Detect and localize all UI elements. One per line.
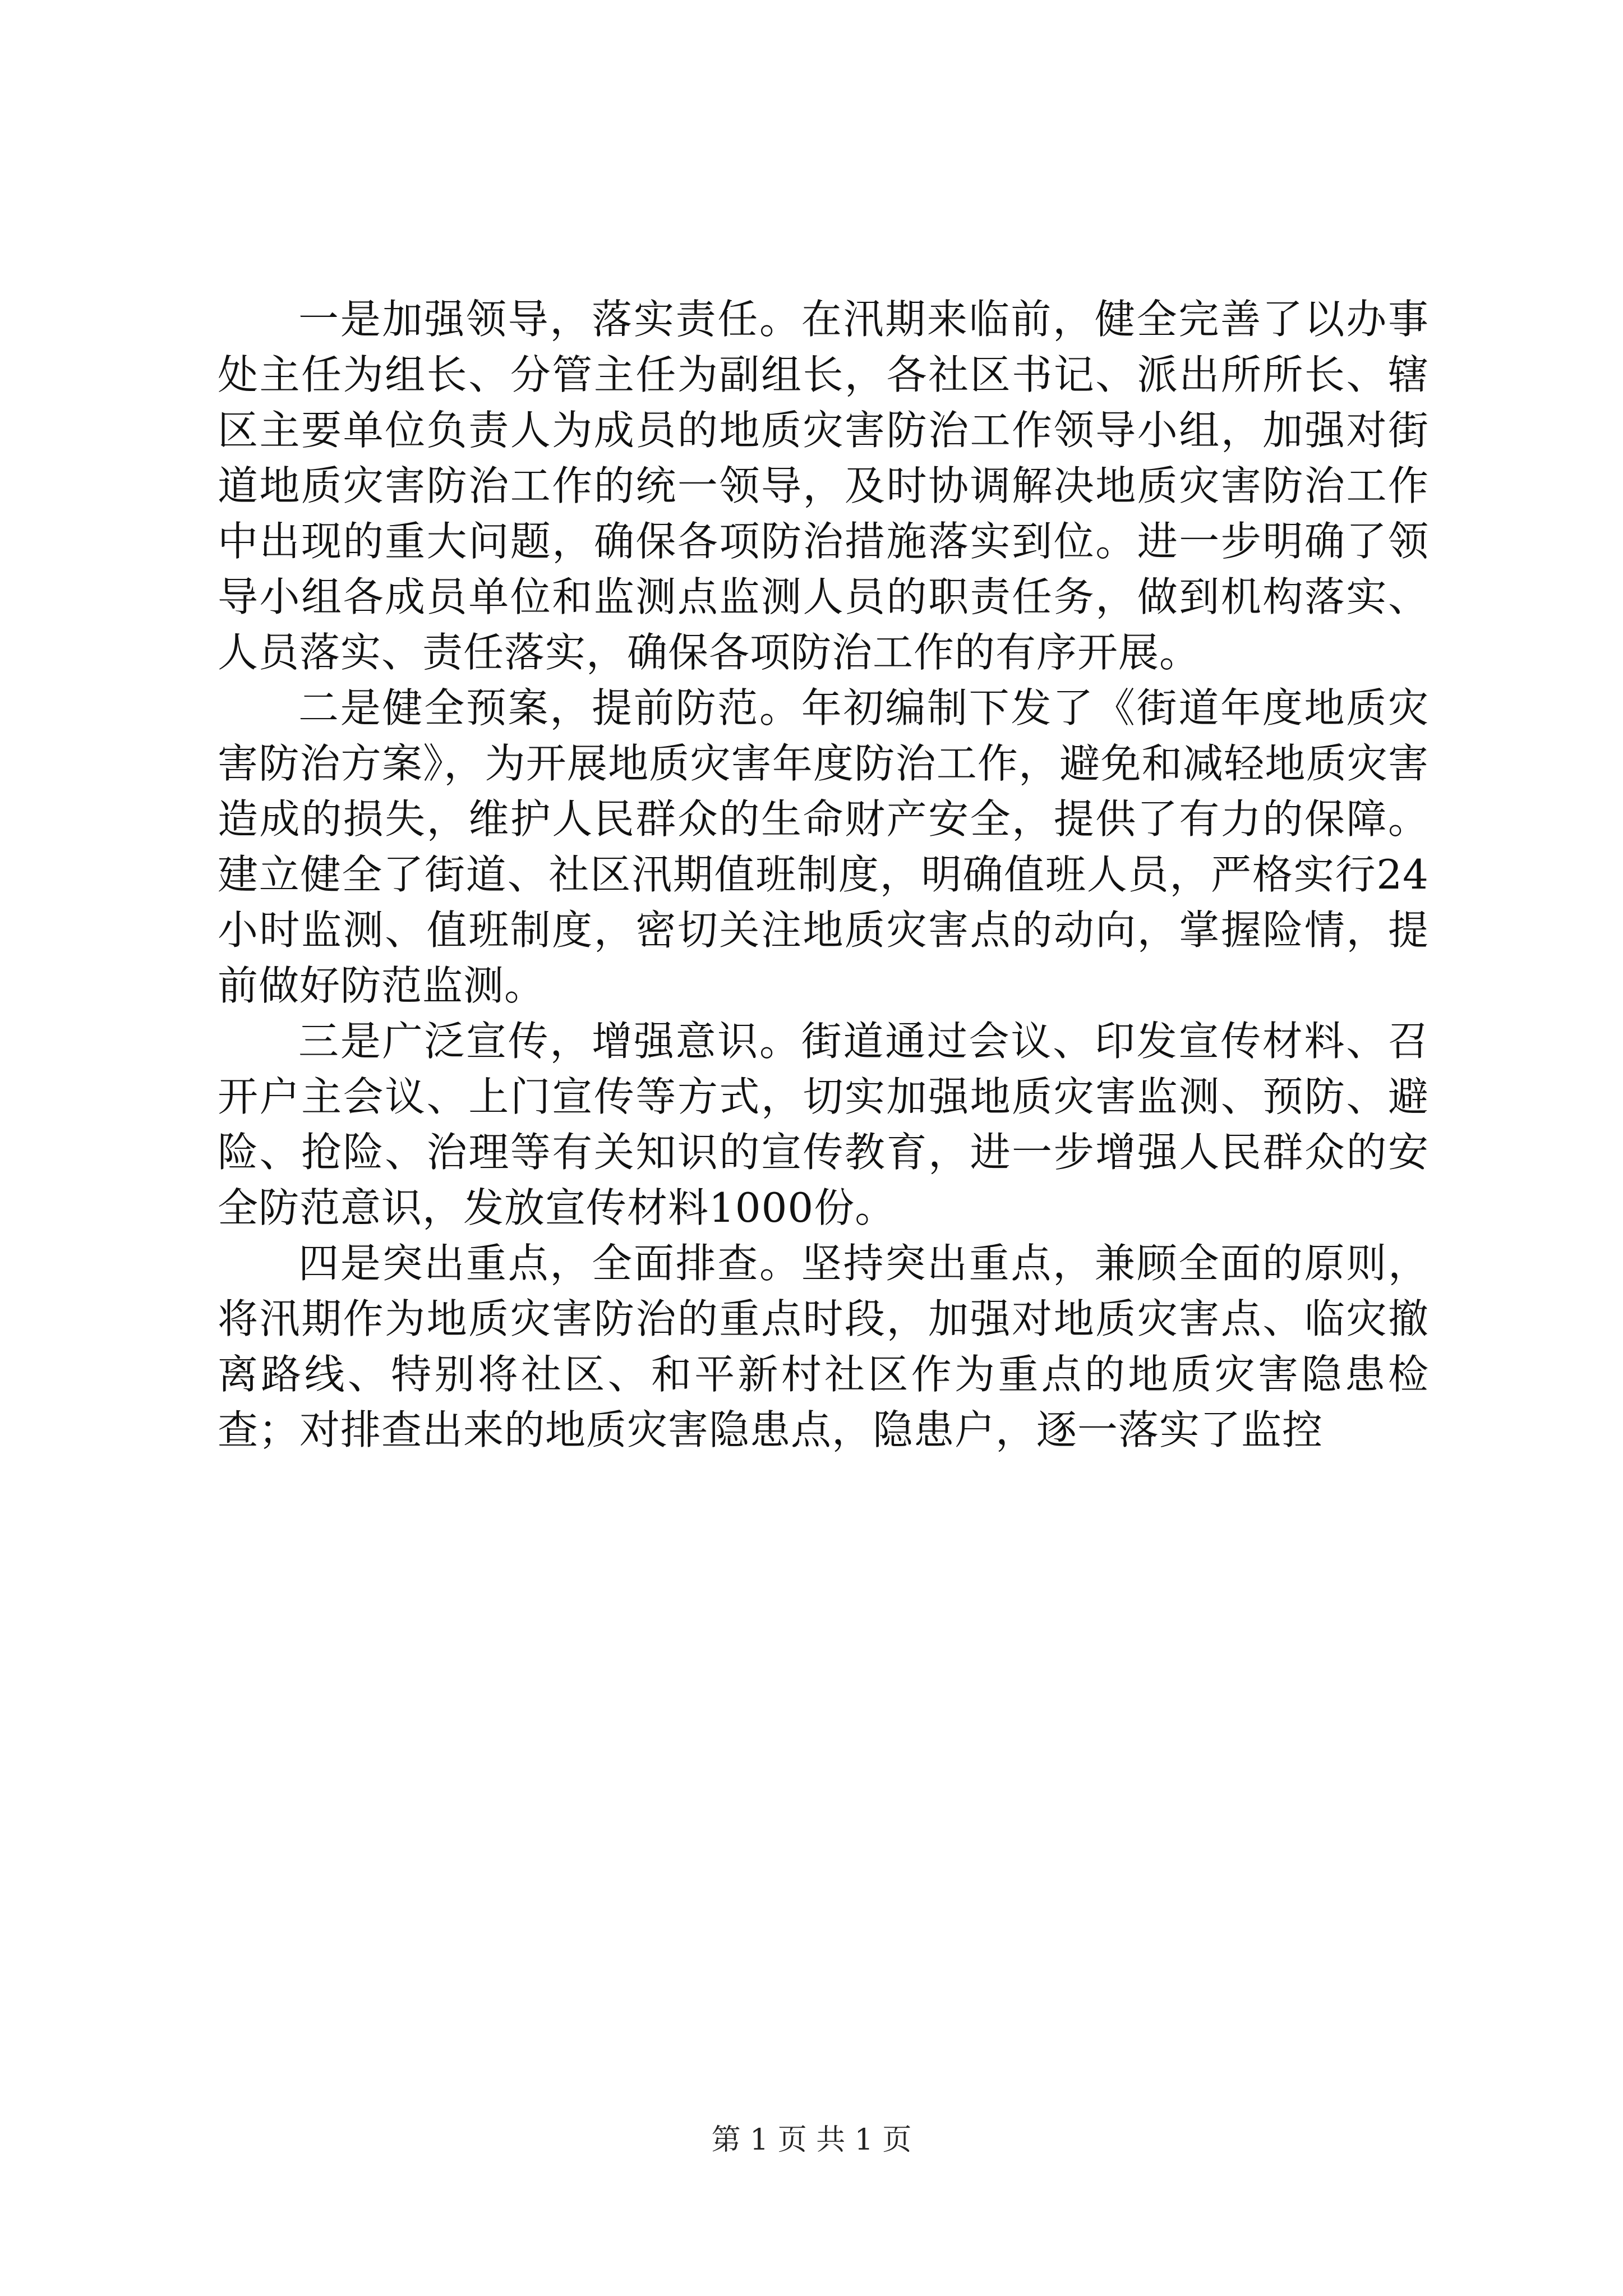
page-footer xyxy=(0,2120,1623,2160)
paragraph-1: 一是加强领导，落实责任。在汛期来临前，健全完善了以办事处主任为组长、分管主任为副组长，各社区书记、派出所所长、辖区主要单位负责人为成员的地质灾害防治工作领导小组，加强对街道地质灾害防治工作的统一领导，及时协调解决地质灾害防治工作中出现的重大问题，确保各项防治措施落实到位。进一步明确了领导小组各成员单位和监测点监测人员的职责任务，做到机构落实、人员落实、责任落实，确保各项防治工作的有序开展。 xyxy=(218,296,1429,676)
page-number-label: 第 1 页 共 1 页 xyxy=(711,2123,912,2157)
paragraph-3: 三是广泛宣传，增强意识。街道通过会议、印发宣传材料、召开户主会议、上门宣传等方式，切实加强地质灾害监测、预防、避险、抢险、治理等有关知识的宣传教育，进一步增强人民群众的安全防范意识，发放宣传材料1000份。 xyxy=(218,1018,1429,1231)
paragraph-2: 二是健全预案，提前防范。年初编制下发了《街道年度地质灾害防治方案》，为开展地质灾害年度防治工作，避免和减轻地质灾害造成的损失，维护人民群众的生命财产安全，提供了有力的保障。建立健全了街道、社区汛期值班制度，明确值班人员，严格实行24小时监测、值班制度，密切关注地质灾害点的动向，掌握险情，提前做好防范监测。 xyxy=(218,684,1429,1009)
paragraph-4: 四是突出重点，全面排查。坚持突出重点，兼顾全面的原则，将汛期作为地质灾害防治的重点时段，加强对地质灾害点、临灾撤离路线、特别将社区、和平新村社区作为重点的地质灾害隐患检查；对排查出来的地质灾害隐患点，隐患户，逐一落实了监控 xyxy=(218,1240,1429,1453)
document-body xyxy=(218,292,1429,1458)
